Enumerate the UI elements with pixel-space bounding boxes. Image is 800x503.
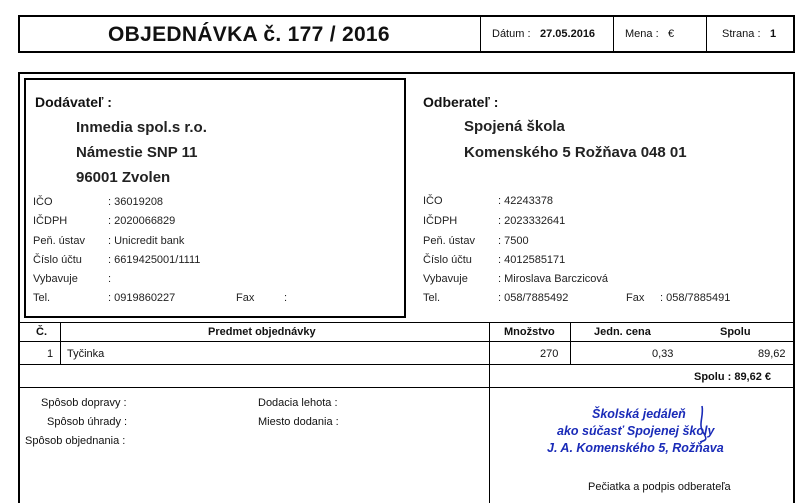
col-divider-c bbox=[60, 322, 61, 364]
mena-value: € bbox=[668, 28, 675, 40]
buyer-ico-value: : 42243378 bbox=[498, 195, 554, 207]
signature-scribble bbox=[694, 404, 714, 444]
buyer-tel-label: Tel. bbox=[423, 292, 441, 304]
page-title: OBJEDNÁVKA č. 177 / 2016 bbox=[108, 23, 390, 46]
supplier-contact-label: Vybavuje bbox=[33, 273, 78, 285]
th-spolu: Spolu bbox=[720, 326, 751, 338]
table-top-rule bbox=[18, 322, 795, 323]
buyer-tel-value: : 058/7885492 bbox=[498, 292, 569, 304]
supplier-fax-value: : bbox=[284, 292, 288, 304]
table-total: Spolu : 89,62 € bbox=[694, 371, 772, 383]
miesto-dodania: Miesto dodania : bbox=[258, 416, 339, 428]
supplier-contact-value: : bbox=[108, 273, 112, 285]
supplier-name: Inmedia spol.s r.o. bbox=[76, 119, 207, 136]
table-row-jedn: 0,33 bbox=[652, 348, 674, 360]
supplier-heading: Dodávateľ : bbox=[35, 94, 112, 110]
supplier-box bbox=[24, 78, 406, 318]
stamp-line-2: ako súčasť Spojenej školy bbox=[557, 424, 715, 438]
buyer-fax-value: : 058/7885491 bbox=[660, 292, 731, 304]
th-predmet: Predmet objednávky bbox=[208, 326, 316, 338]
supplier-tel-label: Tel. bbox=[33, 292, 51, 304]
buyer-contact-label: Vybavuje bbox=[423, 273, 468, 285]
supplier-account-value: : 6619425001/1111 bbox=[108, 254, 201, 266]
buyer-heading: Odberateľ : bbox=[423, 94, 499, 110]
signature-label: Pečiatka a podpis odberateľa bbox=[588, 481, 731, 493]
table-row-mnozstvo: 270 bbox=[540, 348, 559, 360]
supplier-fax-label: Fax bbox=[236, 292, 255, 304]
buyer-icdph-value: : 2023332641 bbox=[498, 215, 566, 227]
buyer-fax-label: Fax bbox=[626, 292, 645, 304]
supplier-ico-label: IČO bbox=[33, 196, 53, 208]
buyer-contact-value: : Miroslava Barczicová bbox=[498, 273, 609, 285]
table-row-c: 1 bbox=[47, 348, 54, 360]
col-divider-predmet bbox=[489, 322, 490, 503]
mena-label: Mena : bbox=[625, 28, 659, 40]
header-divider-1 bbox=[480, 15, 481, 53]
supplier-bank-label: Peň. ústav bbox=[33, 235, 85, 247]
buyer-icdph-label: IČDPH bbox=[423, 215, 458, 227]
supplier-icdph-value: : 2020066829 bbox=[108, 215, 176, 227]
buyer-account-label: Číslo účtu bbox=[423, 254, 472, 266]
col-divider-mnozstvo bbox=[570, 322, 571, 364]
buyer-bank-value: : 7500 bbox=[498, 235, 529, 247]
buyer-ico-label: IČO bbox=[423, 195, 443, 207]
stamp-line-3: J. A. Komenského 5, Rožňava bbox=[547, 441, 724, 455]
supplier-icdph-label: IČDPH bbox=[33, 215, 68, 227]
sposob-uhrady: Spôsob úhrady : bbox=[47, 416, 128, 428]
strana-value: 1 bbox=[770, 28, 777, 40]
table-row-spolu: 89,62 bbox=[758, 348, 786, 360]
supplier-ico-value: : 36019208 bbox=[108, 196, 164, 208]
datum-label: Dátum : bbox=[492, 28, 531, 40]
dodacia-lehota: Dodacia lehota : bbox=[258, 397, 338, 409]
stamp-line-1: Školská jedáleň bbox=[592, 407, 686, 421]
buyer-account-value: : 4012585171 bbox=[498, 254, 566, 266]
th-c: Č. bbox=[36, 326, 47, 338]
supplier-tel-value: : 0919860227 bbox=[108, 292, 176, 304]
strana-label: Strana : bbox=[722, 28, 761, 40]
header-divider-3 bbox=[706, 15, 707, 53]
supplier-city: 96001 Zvolen bbox=[76, 169, 171, 186]
table-header-rule bbox=[18, 341, 795, 342]
table-row-predmet: Tyčinka bbox=[67, 348, 105, 360]
table-row-rule bbox=[18, 364, 795, 365]
datum-value: 27.05.2016 bbox=[540, 28, 596, 40]
th-mnozstvo: Množstvo bbox=[504, 326, 555, 338]
buyer-name: Spojená škola bbox=[464, 118, 565, 135]
supplier-account-label: Číslo účtu bbox=[33, 254, 82, 266]
supplier-bank-value: : Unicredit bank bbox=[108, 235, 185, 247]
header-divider-2 bbox=[613, 15, 614, 53]
supplier-street: Námestie SNP 11 bbox=[76, 144, 198, 161]
table-total-rule bbox=[18, 387, 795, 388]
sposob-dopravy: Spôsob dopravy : bbox=[41, 397, 127, 409]
th-jedn: Jedn. cena bbox=[594, 326, 651, 338]
buyer-bank-label: Peň. ústav bbox=[423, 235, 475, 247]
buyer-address: Komenského 5 Rožňava 048 01 bbox=[464, 144, 687, 161]
sposob-objednania: Spôsob objednania : bbox=[25, 435, 126, 447]
